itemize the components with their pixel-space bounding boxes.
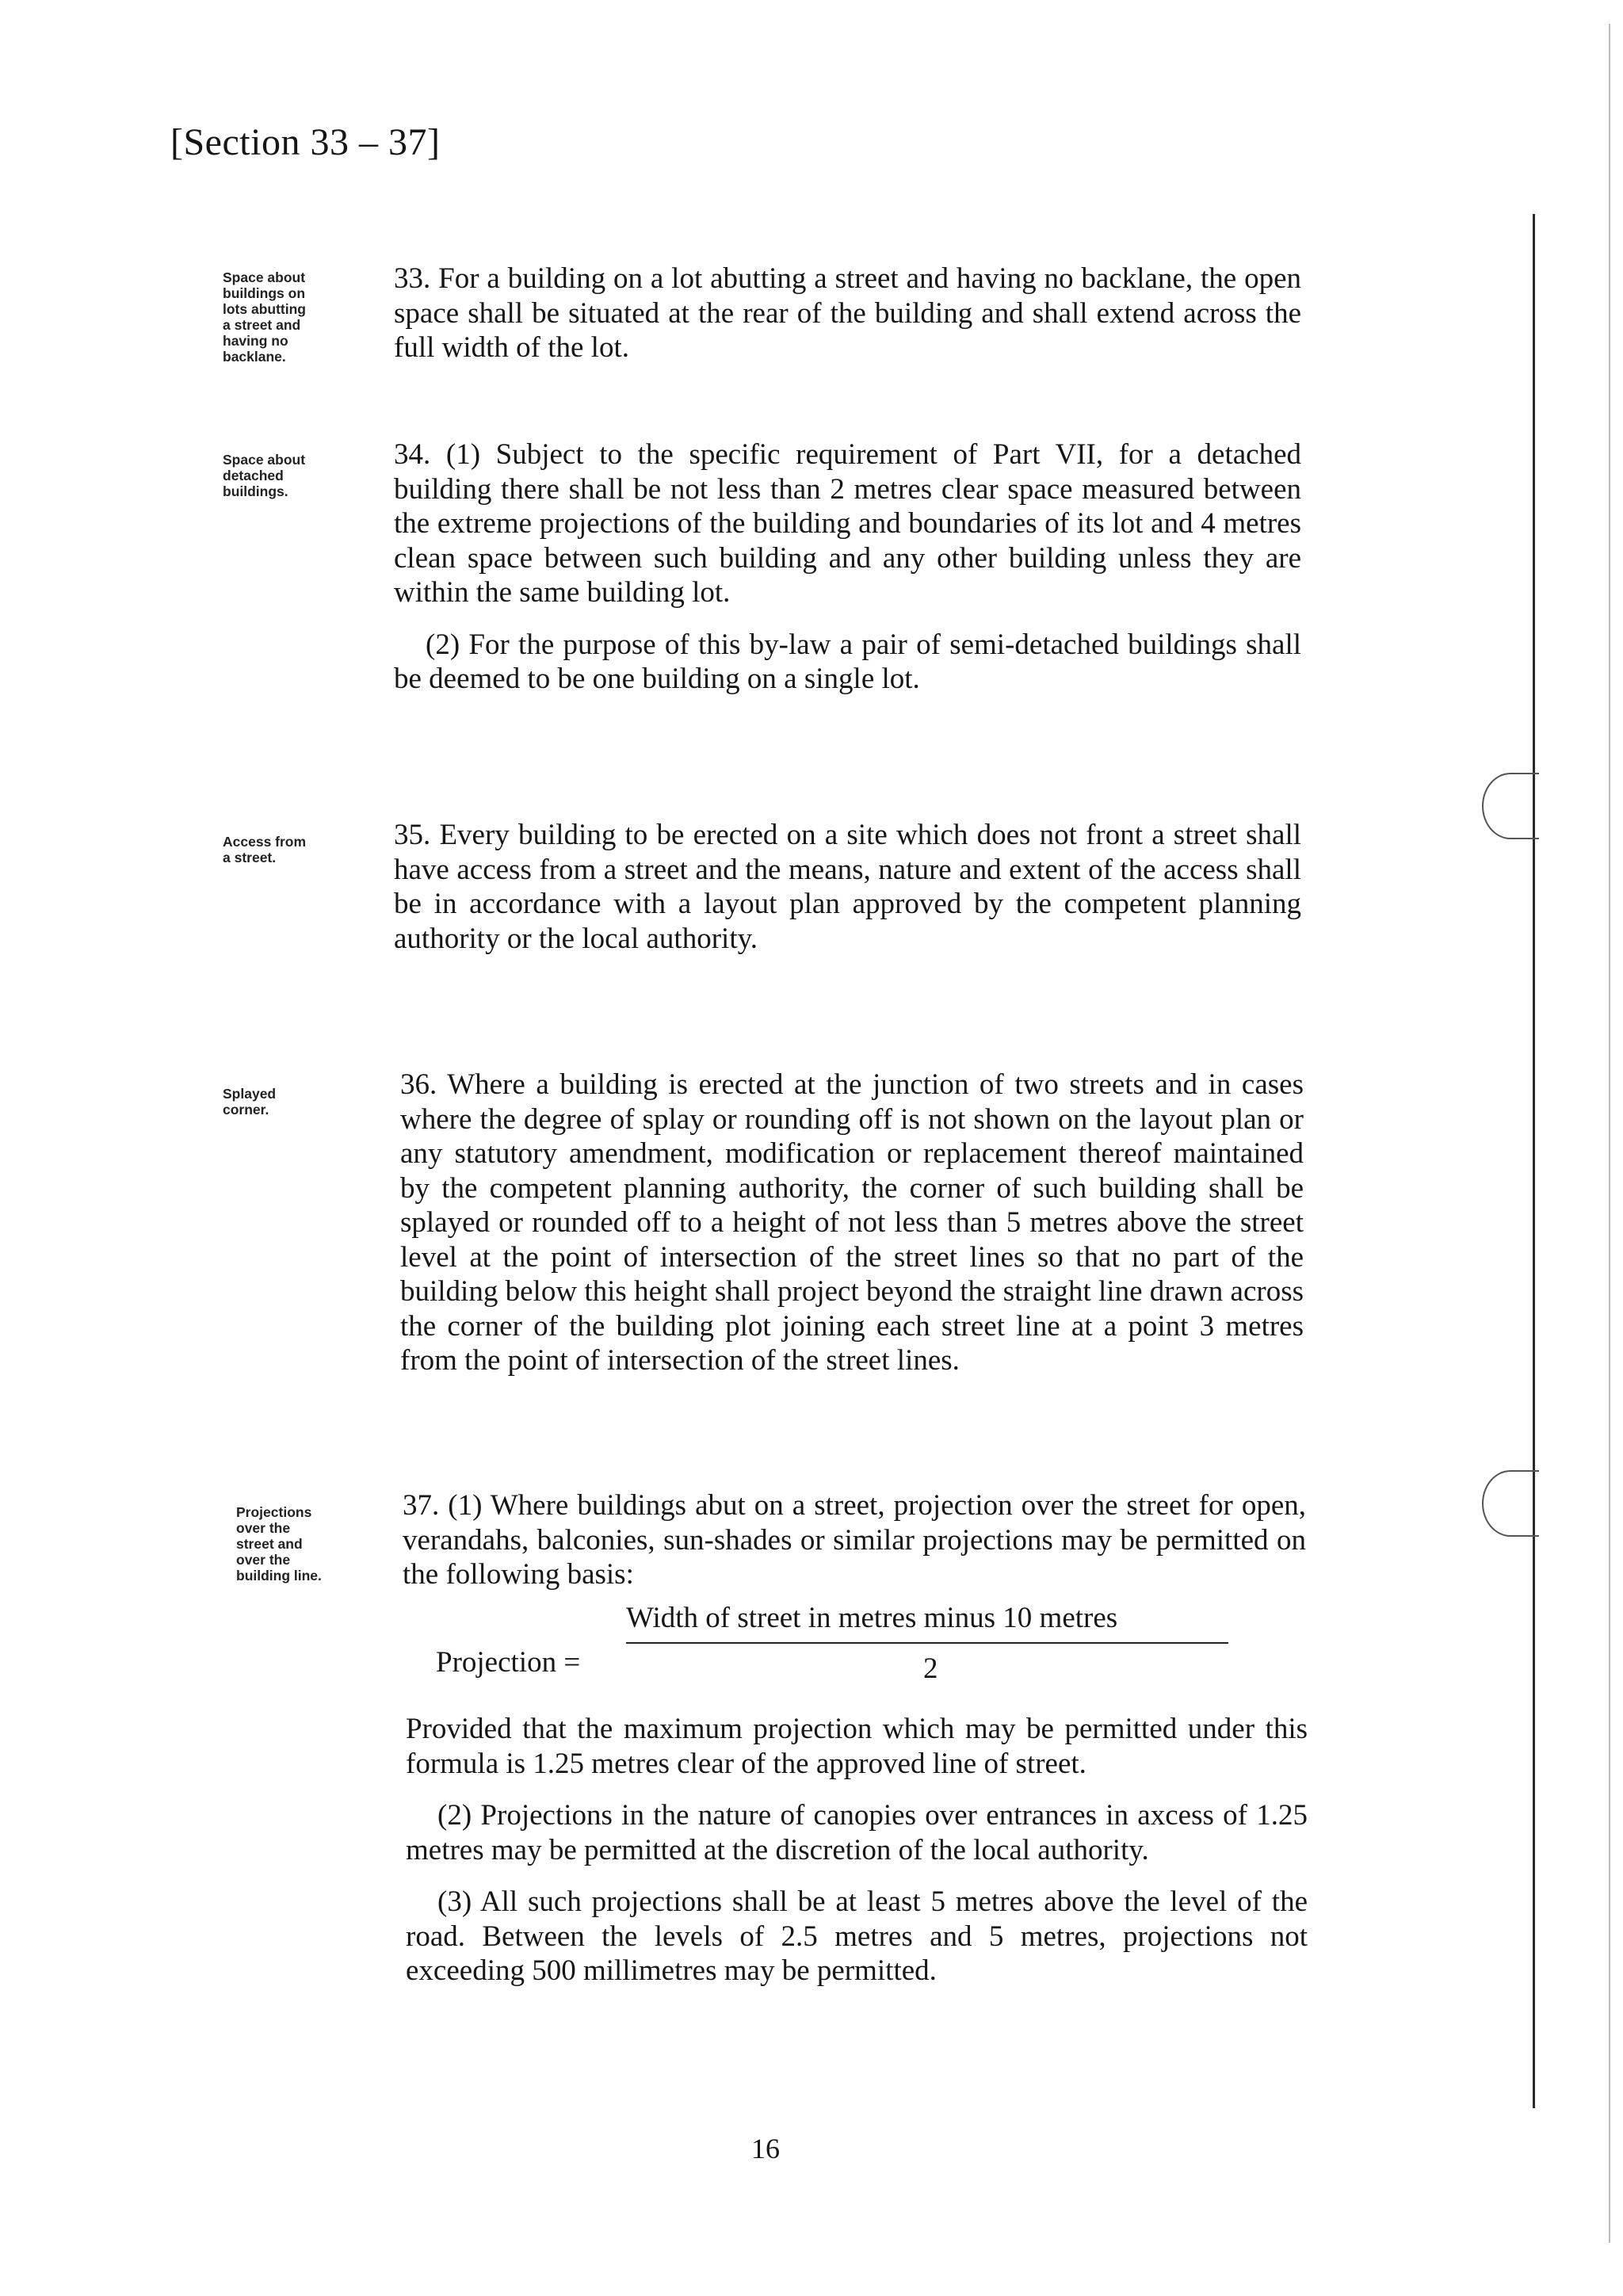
margin-note-projections	[236, 1504, 355, 1584]
formula-lhs: Projection =	[436, 1646, 581, 1679]
projection-formula	[436, 1601, 1308, 1696]
clause-paragraph	[394, 818, 1301, 956]
margin-note-line: Space about	[223, 269, 306, 285]
margin-note-space-about-buildings-on-lots	[223, 269, 342, 365]
margin-note-line: Splayed	[223, 1086, 277, 1102]
clause-paragraph	[403, 1488, 1306, 1592]
page-number: 16	[751, 2133, 780, 2164]
clause-number: 33.	[394, 262, 431, 295]
margin-note-line: Projections	[236, 1504, 312, 1520]
binding-hole	[1482, 773, 1539, 839]
margin-note-line: over the	[236, 1552, 291, 1568]
margin-note-line: over the	[236, 1520, 291, 1536]
clause-number: 34.	[394, 438, 431, 471]
clause-34	[394, 437, 1301, 697]
margin-note-line: a street and	[223, 317, 301, 333]
margin-note-splayed-corner	[223, 1086, 342, 1117]
binding-hole	[1482, 1470, 1539, 1537]
clause-35	[394, 818, 1301, 956]
margin-note-line: a street.	[223, 850, 277, 865]
clause-paragraph	[400, 1068, 1304, 1378]
clause-text: For a building on a lot abutting a street and having no backlane, the open space shall be situated at the rear of the building and shall extend across the full width of the lot.	[394, 262, 1301, 364]
clause-number: 35.	[394, 819, 431, 851]
clause-subparagraph: (2) For the purpose of this by-law a pair of semi-detached buildings shall be deemed to be one building on a single lot.	[394, 628, 1301, 695]
clause-text: (1) Where buildings abut on a street, projection over the street for open, verandahs, balconies, sun-shades or similar projections may be permitted on the following basis:	[403, 1489, 1306, 1591]
formula-denominator: 2	[923, 1652, 938, 1685]
margin-note-line: building line.	[236, 1568, 322, 1584]
margin-note-line: having no	[223, 333, 288, 349]
margin-note-space-about-detached-buildings	[223, 452, 342, 499]
clause-number: 36.	[400, 1068, 437, 1101]
margin-note-line: detached	[223, 468, 284, 483]
clause-subparagraph: (2) Projections in the nature of canopies over entrances in axcess of 1.25 metres may be permitted at the discretion of the local authority.	[406, 1799, 1308, 1866]
fraction-line	[626, 1642, 1228, 1644]
margin-note-line: street and	[236, 1536, 303, 1552]
margin-note-line: lots abutting	[223, 301, 306, 317]
clause-paragraph	[394, 262, 1301, 365]
clause-text: (1) Subject to the specific requirement of Part VII, for a detached building there shall be not less than 2 metres clear space measured between the extreme projections of the building and boundaries of its lot and 4 metres clean space between such building and any other building unless they are within the same building lot.	[394, 438, 1301, 609]
section-header: [Section 33 – 37]	[170, 121, 441, 163]
clause-37	[403, 1488, 1306, 1592]
margin-note-line: backlane.	[223, 349, 286, 365]
clause-paragraph	[394, 437, 1301, 610]
clause-text: Where a building is erected at the junction of two streets and in cases where the degree of splay or rounding off is not shown on the layout plan or any statutory amendment, modification or replacement thereof maintained by the competent planning authority, the corner of such building shall be splayed or rounded off to a height of not less than 5 metres above the street level at the point of intersection of the street lines so that no part of the building below this height shall project beyond the straight line drawn across the corner of the building plot joining each street line at a point 3 metres from the point of intersection of the street lines.	[400, 1068, 1304, 1377]
margin-note-line: corner.	[223, 1102, 269, 1117]
clause-36	[400, 1068, 1304, 1378]
scan-edge-rule	[1533, 214, 1535, 2108]
clause-37-continued	[406, 1712, 1308, 1988]
margin-note-line: Space about	[223, 452, 306, 468]
clause-33	[394, 262, 1301, 365]
scan-edge-rule	[1609, 24, 1610, 2243]
clause-subparagraph: (3) All such projections shall be at least 5 metres above the level of the road. Between the levels of 2.5 metres and 5 metres, projections not exceeding 500 millimetres may be permitted.	[406, 1885, 1308, 1987]
margin-note-line: buildings.	[223, 483, 288, 499]
clause-proviso: Provided that the maximum projection which may be permitted under this formula is 1.25 metres clear of the approved line of street.	[406, 1713, 1308, 1780]
formula-numerator: Width of street in metres minus 10 metres	[626, 1602, 1118, 1634]
clause-text: Every building to be erected on a site which does not front a street shall have access from a street and the means, nature and extent of the access shall be in accordance with a layout plan approved by the competent planning authority or the local authority.	[394, 819, 1302, 955]
margin-note-access-from-street	[223, 834, 342, 865]
margin-note-line: Access from	[223, 834, 307, 850]
clause-number: 37.	[403, 1489, 440, 1522]
margin-note-line: buildings on	[223, 285, 306, 301]
